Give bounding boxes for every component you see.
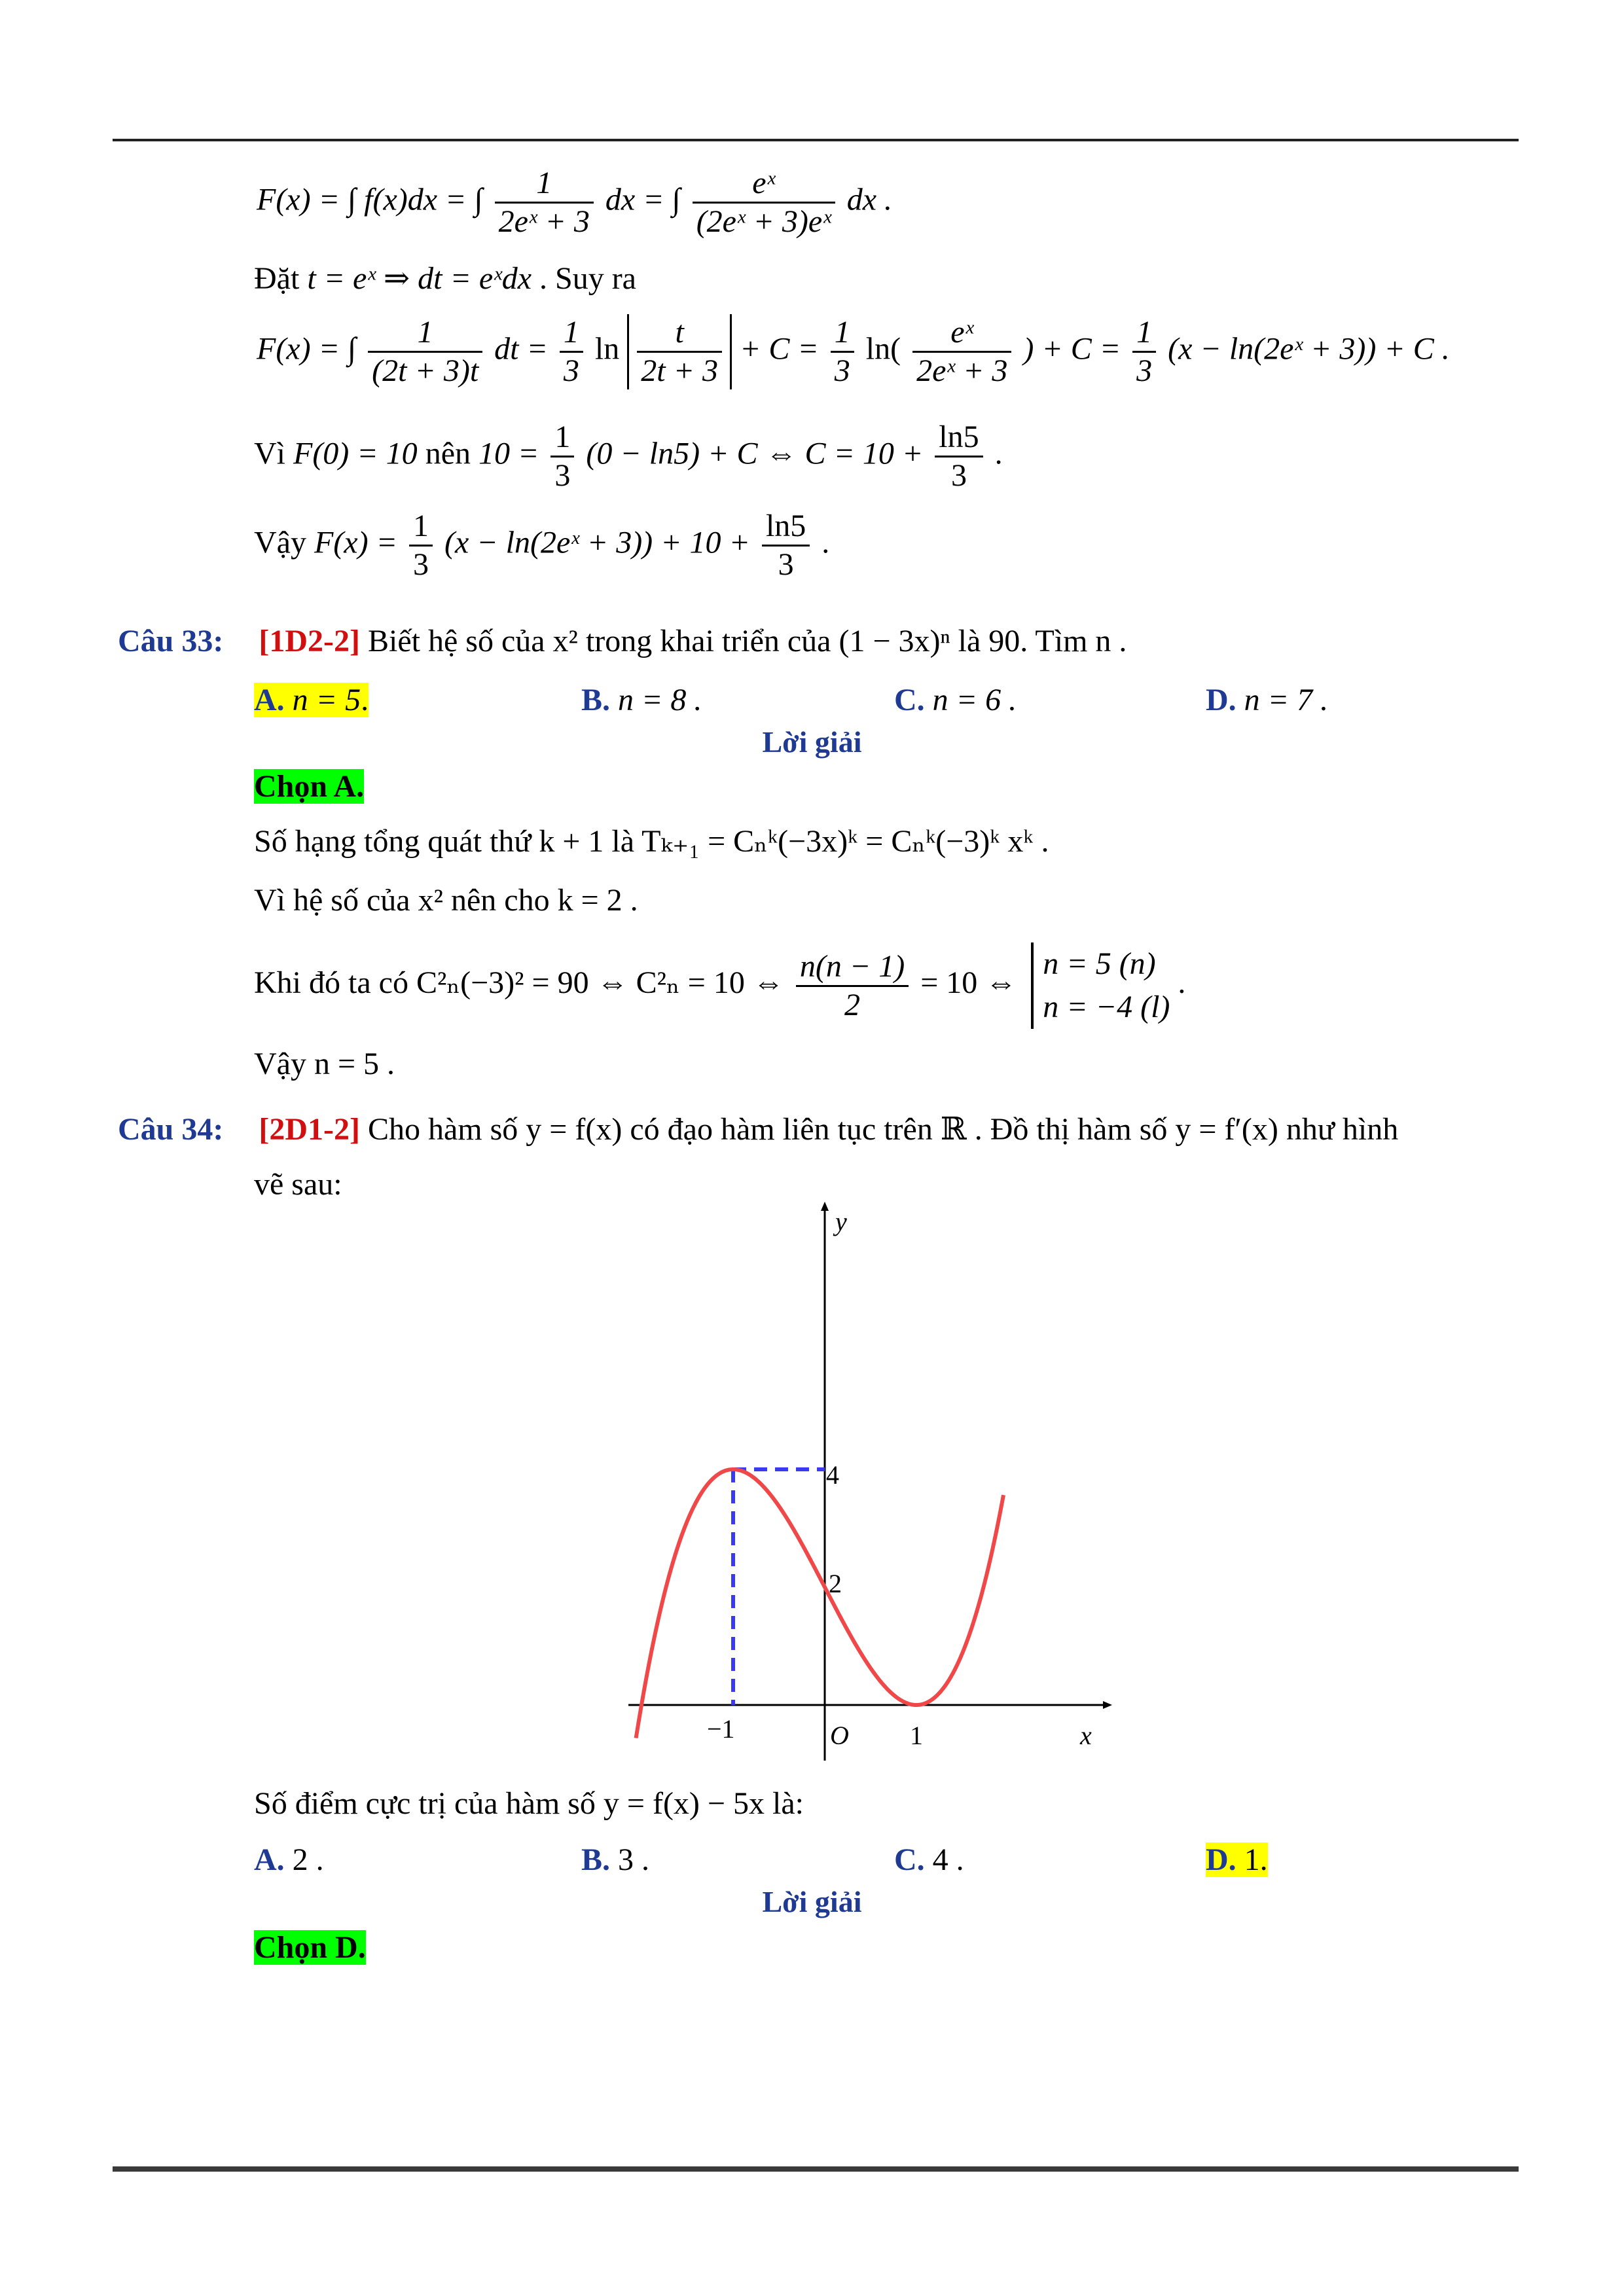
tick-label-2: 2 — [829, 1569, 842, 1598]
derivative-graph — [628, 1198, 1113, 1774]
q32-line-3: F(x) = ∫ $\frac{1}{(2t + 3)t}$ dt = $\frac{1}{3}$ ln $\frac{t}{2t + 3}$ + C = $\frac{1}{3}$ ln( $\frac{\text{eˣ}}{\text{2eˣ + 3}}$ ) + C = $\frac{1}{3}$ (x − ln(2eˣ + 3)) + C . — [257, 315, 1450, 388]
q34-option-d[interactable]: D. 1. — [1206, 1842, 1268, 1877]
q34-choose: Chọn D. — [254, 1930, 366, 1965]
footer-rule — [113, 2166, 1519, 2172]
origin-label: O — [830, 1721, 849, 1750]
q33-solution-title: Lời giải — [762, 725, 862, 759]
q34-tag: [2D1-2] — [259, 1112, 360, 1147]
tick-label-1: 1 — [910, 1721, 923, 1750]
q33-question — [118, 622, 1127, 661]
tick-label-neg1: −1 — [707, 1714, 735, 1744]
q34-question-line-1 — [118, 1110, 1398, 1149]
q34-label: Câu 34: — [118, 1112, 224, 1147]
q33-choose: Chọn A. — [254, 769, 365, 804]
q34-option-a[interactable]: A. 2 . — [254, 1842, 324, 1877]
q33-option-b[interactable]: B. n = 8 . — [581, 683, 702, 717]
q33-step-2: Vì hệ số của x² nên cho k = 2 . — [254, 883, 638, 918]
curve-f-prime — [636, 1469, 1003, 1738]
q32-line-2: Đặt t = eˣ ⇒ dt = eˣdx . Suy ra — [254, 261, 636, 296]
q34-solution-title: Lời giải — [762, 1885, 862, 1918]
q34-question-text: Cho hàm số y = f(x) có đạo hàm liên tục trên ℝ . Đồ thị hàm số y = f′(x) như hình — [367, 1112, 1399, 1147]
q32-line-4: Vì F(0) = 10 nên 10 = $\frac{1}{3}$ (0 − ln5) + C ⇔ C = 10 + $\frac{\ln 5}{3}$ . — [254, 420, 1003, 493]
tick-label-4: 4 — [826, 1460, 839, 1490]
q33-step-4: Vậy n = 5 . — [254, 1047, 395, 1081]
q33-question-text: Biết hệ số của x² trong khai triển của (1 − 3x)ⁿ là 90. Tìm n . — [367, 624, 1127, 658]
q34-question-line-2: vẽ sau: — [254, 1167, 342, 1202]
q33-option-d[interactable]: D. n = 7 . — [1206, 683, 1329, 717]
q33-option-a[interactable]: A. n = 5. — [254, 683, 369, 717]
q33-option-c[interactable]: C. n = 6 . — [894, 683, 1017, 717]
q33-step-1: Số hạng tổng quát thứ k + 1 là Tₖ₊₁ = Cₙᵏ(−3x)ᵏ = Cₙᵏ(−3)ᵏ xᵏ . — [254, 824, 1049, 859]
q32-line-1: F(x) = ∫ f(x)dx = ∫ $\frac{1}{\text{2eˣ + 3}}$ dx = ∫ $\frac{\text{eˣ}}{\text{(2eˣ + 3)eˣ}}$ dx . — [257, 166, 893, 239]
x-axis-label: x — [1080, 1721, 1092, 1750]
header-rule — [113, 139, 1519, 141]
q32-line-5: Vậy F(x) = $\frac{1}{3}$ (x − ln(2eˣ + 3)) + 10 + $\frac{\ln 5}{3}$ . — [254, 509, 830, 582]
q34-option-c[interactable]: C. 4 . — [894, 1842, 964, 1877]
q33-label: Câu 33: — [118, 624, 224, 658]
y-axis-label: y — [835, 1207, 847, 1236]
q34-option-b[interactable]: B. 3 . — [581, 1842, 650, 1877]
q33-tag: [1D2-2] — [259, 624, 360, 658]
q34-question-line-3: Số điểm cực trị của hàm số y = f(x) − 5x là: — [254, 1786, 804, 1821]
q33-step-3: Khi đó ta có C²ₙ(−3)² = 90 ⇔ C²ₙ = 10 ⇔ $\frac{n(n - 1)}{2}$ = 10 ⇔ n = 5 (n) n = −4 (l) . — [254, 942, 1185, 1029]
